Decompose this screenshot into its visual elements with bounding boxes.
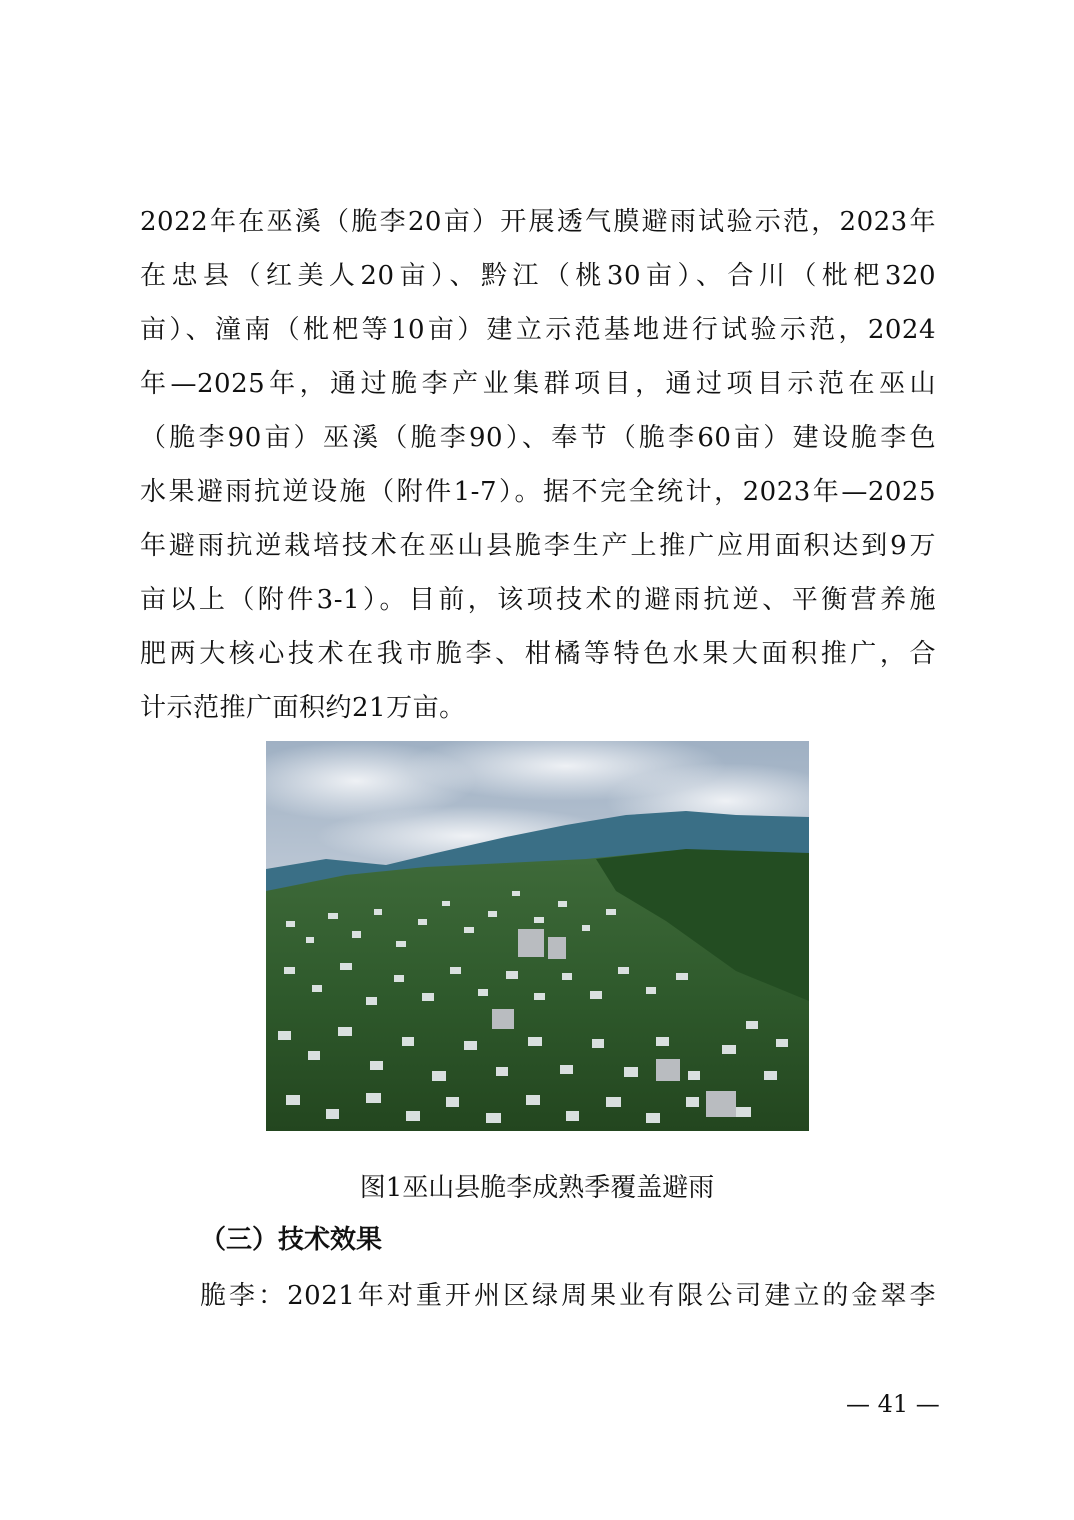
aerial-orchard-photo xyxy=(266,741,809,1131)
paragraph-line-9: 肥两大核心技术在我市脆李、柑橘等特色水果大面积推广，合 xyxy=(140,639,936,669)
paragraph-line-6: 水果避雨抗逆设施（附件1-7）。据不完全统计，2023年—2025 xyxy=(140,477,936,507)
paragraph-opening-line: 脆李：2021年对重开州区绿周果业有限公司建立的金翠李 xyxy=(200,1281,936,1311)
paragraph-line-10: 计示范推广面积约21万亩。 xyxy=(140,693,466,723)
figure-caption: 图1巫山县脆李成熟季覆盖避雨 xyxy=(359,1173,715,1203)
paragraph-line-1: 2022年在巫溪（脆李20亩）开展透气膜避雨试验示范，2023年 xyxy=(140,207,936,237)
section-heading: （三）技术效果 xyxy=(200,1225,383,1255)
paragraph-line-8: 亩以上（附件3-1）。目前，该项技术的避雨抗逆、平衡营养施 xyxy=(140,585,936,615)
paragraph-line-5: （脆李90亩）巫溪（脆李90）、奉节（脆李60亩）建设脆李色 xyxy=(140,423,936,453)
paragraph-line-2: 在忠县（红美人20亩）、黔江（桃30亩）、合川（枇杷320 xyxy=(140,261,936,291)
paragraph-line-3: 亩）、潼南（枇杷等10亩）建立示范基地进行试验示范，2024 xyxy=(140,315,936,345)
page-number: — 41 — xyxy=(846,1390,940,1418)
paragraph-line-4: 年—2025年，通过脆李产业集群项目，通过项目示范在巫山 xyxy=(140,369,936,399)
paragraph-line-7: 年避雨抗逆栽培技术在巫山县脆李生产上推广应用面积达到9万 xyxy=(140,531,936,561)
